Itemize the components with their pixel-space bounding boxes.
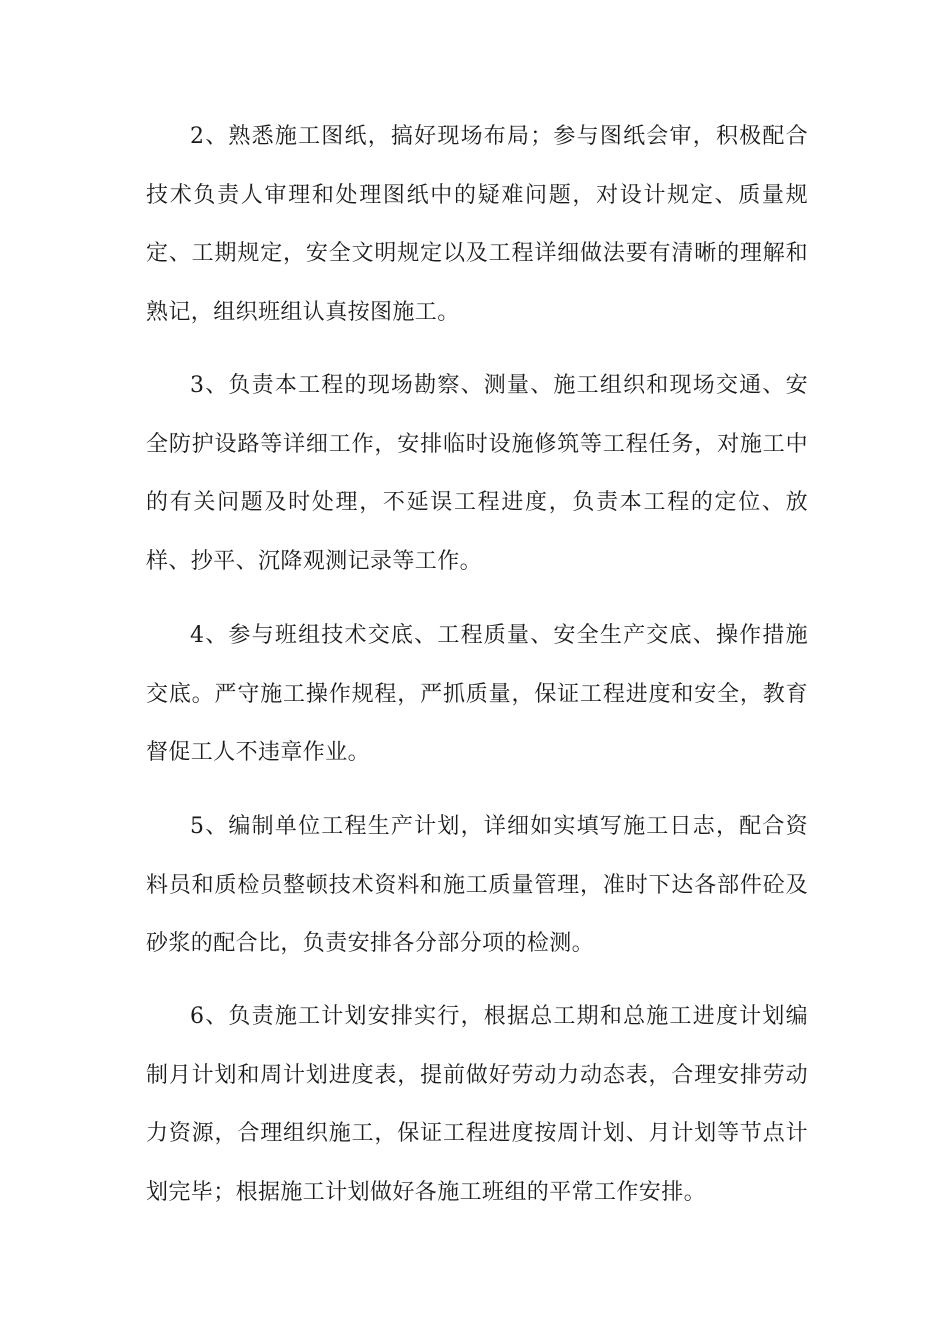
paragraph-item-5: 5、编制单位工程生产计划，详细如实填写施工日志，配合资料员和质检员整顿技术资料和施工质量管理，准时下达各部件砼及砂浆的配合比，负责安排各分部分项的检测。 bbox=[146, 814, 808, 956]
paragraph-item-3: 3、负责本工程的现场勘察、测量、施工组织和现场交通、安全防护设路等详细工作，安排临时设施修筑等工程任务，对施工中的有关问题及时处理，不延误工程进度，负责本工程的定位、放样、抄平、沉降观测记录等工作。 bbox=[146, 373, 808, 574]
paragraph-item-4: 4、参与班组技术交底、工程质量、安全生产交底、操作措施交底。严守施工操作规程，严抓质量，保证工程进度和安全，教育督促工人不违章作业。 bbox=[146, 623, 808, 765]
paragraph-item-6: 6、负责施工计划安排实行，根据总工期和总施工进度计划编制月计划和周计划进度表，提前做好劳动力动态表，合理安排劳动力资源，合理组织施工，保证工程进度按周计划、月计划等节点计划完毕；根据施工计划做好各施工班组的平常工作安排。 bbox=[146, 1004, 808, 1205]
paragraph-item-2: 2、熟悉施工图纸，搞好现场布局；参与图纸会审，积极配合技术负责人审理和处理图纸中的疑难问题，对设计规定、质量规定、工期规定，安全文明规定以及工程详细做法要有清晰的理解和熟记，组织班组认真按图施工。 bbox=[146, 124, 808, 325]
